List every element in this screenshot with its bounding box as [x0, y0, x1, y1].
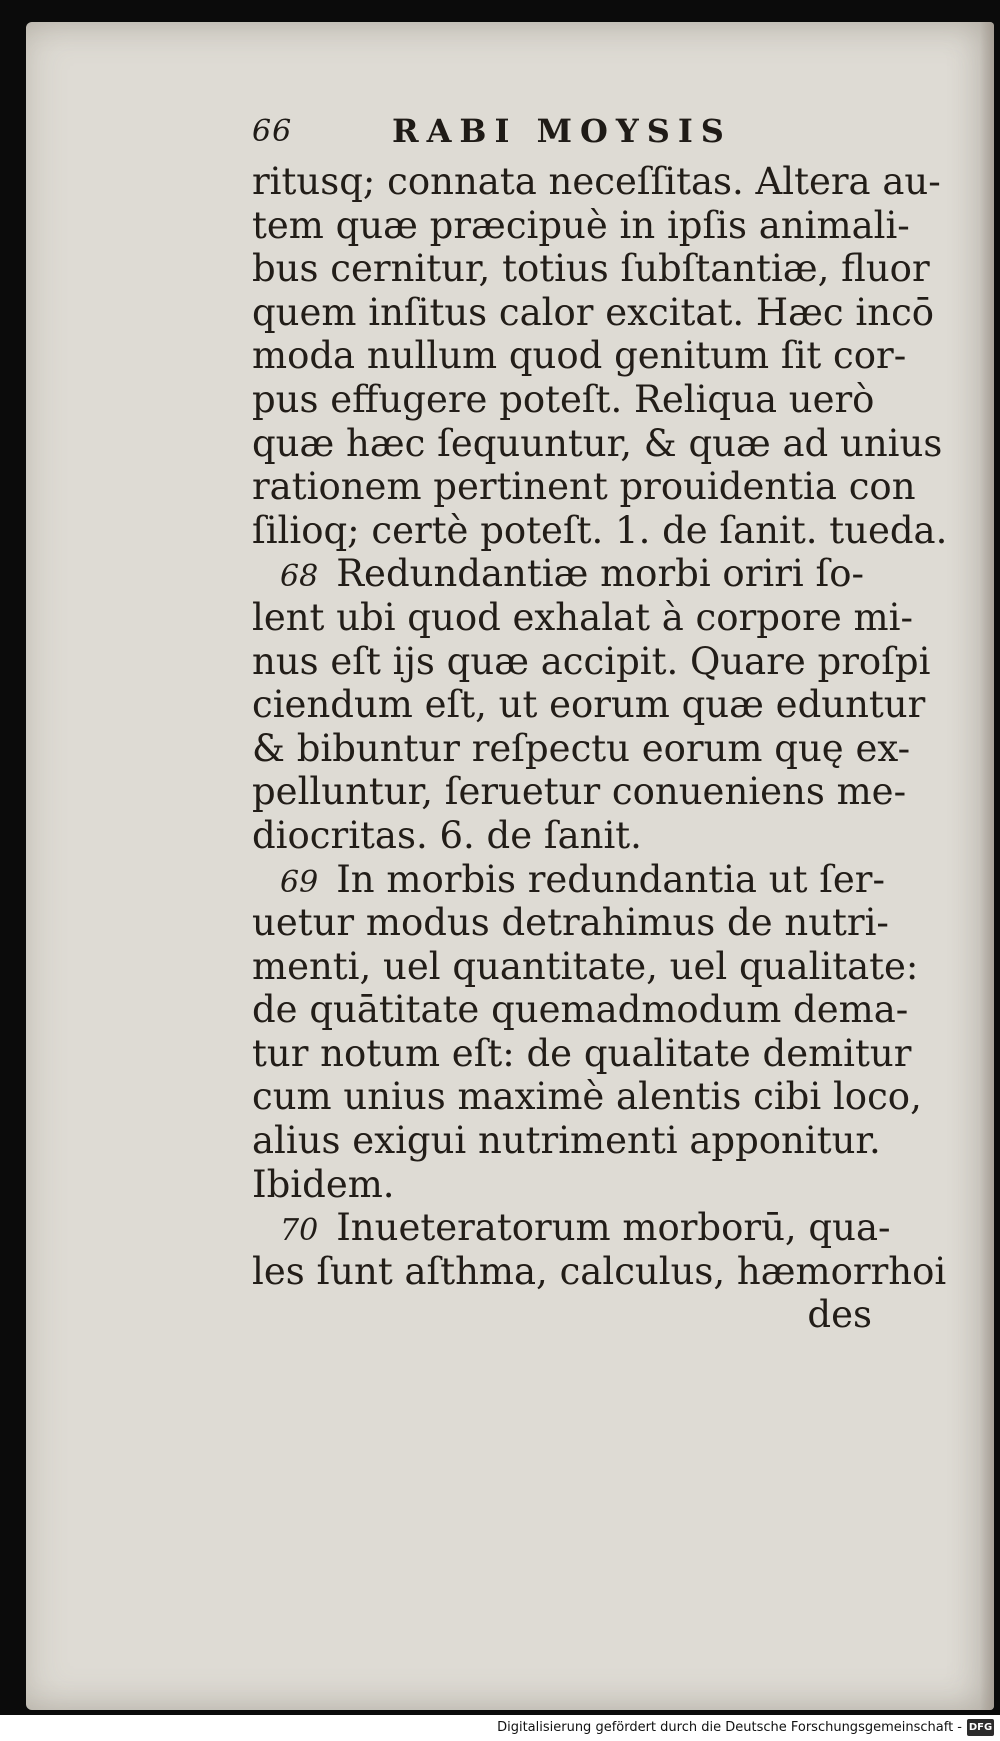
- text-line: diocritas. 6. de ſanit.: [252, 813, 642, 857]
- text-line: les ſunt aſthma, calculus, hæmorrhoi: [252, 1249, 947, 1293]
- aphorism-70-first-line: [252, 1206, 891, 1250]
- dfg-logo-icon: DFG: [967, 1719, 994, 1736]
- text-line: ſilioq; certè poteſt. 1. de ſanit. tueda.: [252, 508, 948, 552]
- aphorism-number: 68: [280, 559, 319, 595]
- running-head-title: RABI MOYSIS: [392, 112, 732, 150]
- aphorism-number: 70: [280, 1213, 319, 1249]
- aphorism-text: In morbis redundantia ut ſer-: [336, 857, 885, 901]
- catchword: des: [807, 1293, 872, 1337]
- aphorism-text: Redundantiæ morbi oriri ſo-: [336, 552, 864, 596]
- digitization-footer: [0, 1715, 1000, 1741]
- text-line: ciendum eſt, ut eorum quæ eduntur: [252, 683, 926, 727]
- funding-credit: Digitalisierung gefördert durch die Deutsche Forschungsgemeinschaft -: [497, 1720, 962, 1735]
- text-line: lent ubi quod exhalat à corpore mi-: [252, 595, 913, 639]
- text-line: cum unius maximè alentis cibi loco,: [252, 1075, 922, 1119]
- running-head: [252, 108, 812, 152]
- text-line: quæ hæc ſequuntur, & quæ ad unius: [252, 421, 943, 465]
- text-line: & bibuntur reſpectu eorum quę ex-: [252, 726, 911, 770]
- text-line: quem inſitus calor excitat. Hæc incō: [252, 290, 935, 334]
- text-line: ritusq; connata neceſſitas. Altera au-: [252, 160, 941, 203]
- aphorism-68-first-line: [252, 552, 872, 596]
- text-line: pelluntur, ſeruetur conueniens me-: [252, 770, 907, 814]
- page-number: 66: [252, 114, 293, 149]
- text-line: rationem pertinent prouidentia con: [252, 465, 916, 509]
- text-line: nus eſt ijs quæ accipit. Quare proſpi: [252, 639, 931, 683]
- text-line: moda nullum quod genitum ſit cor-: [252, 334, 907, 378]
- text-line: bus cernitur, totius ſubſtantiæ, fluor: [252, 247, 930, 291]
- text-line: tur notum eſt: de qualitate demitur: [252, 1031, 912, 1075]
- text-line: Ibidem.: [252, 1162, 395, 1206]
- aphorism-text: Inueteratorum morborū, qua-: [336, 1206, 891, 1250]
- text-line: uetur modus detrahimus de nutri-: [252, 901, 889, 945]
- text-line: menti, uel quantitate, uel qualitate:: [252, 944, 919, 988]
- text-line: pus effugere poteſt. Reliqua uerò: [252, 377, 875, 421]
- page-text: [252, 160, 948, 1337]
- text-line: de quātitate quemadmodum dema-: [252, 988, 909, 1032]
- aphorism-number: 69: [280, 864, 319, 900]
- text-line: alius exigui nutrimenti apponitur.: [252, 1119, 881, 1163]
- text-line: tem quæ præcipuè in ipſis animali-: [252, 203, 910, 247]
- aphorism-69-first-line: [252, 857, 885, 902]
